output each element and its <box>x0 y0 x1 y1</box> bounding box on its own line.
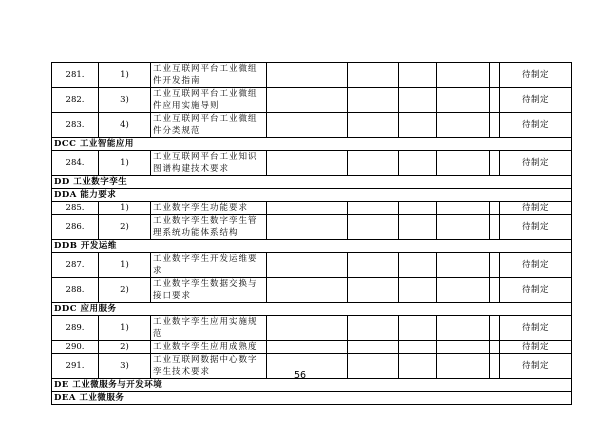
sequence-number: 2) <box>99 278 151 303</box>
sequence-number: 2) <box>99 215 151 240</box>
standard-name: 工业互联网平台工业微组件开发指南 <box>151 63 267 88</box>
empty-cell <box>348 278 399 303</box>
empty-cell <box>490 151 500 176</box>
empty-cell <box>267 253 348 278</box>
empty-cell <box>399 215 437 240</box>
empty-cell <box>267 202 348 215</box>
empty-cell <box>348 63 399 88</box>
empty-cell <box>490 278 500 303</box>
row-number: 289. <box>52 316 99 341</box>
status-cell: 待制定 <box>500 113 572 138</box>
status-cell: 待制定 <box>500 253 572 278</box>
empty-cell <box>490 341 500 354</box>
standard-name: 工业互联网数据中心数字孪生技术要求 <box>151 354 267 379</box>
empty-cell <box>437 63 490 88</box>
table-row <box>52 215 572 240</box>
status-cell: 待制定 <box>500 63 572 88</box>
empty-cell <box>348 202 399 215</box>
category-label: DDA 能力要求 <box>52 189 572 202</box>
category-row <box>52 240 572 253</box>
table-row <box>52 113 572 138</box>
empty-cell <box>399 253 437 278</box>
row-number: 284. <box>52 151 99 176</box>
empty-cell <box>399 88 437 113</box>
category-label: DD 工业数字孪生 <box>52 176 572 189</box>
status-cell: 待制定 <box>500 354 572 379</box>
empty-cell <box>267 63 348 88</box>
row-number: 291. <box>52 354 99 379</box>
row-number: 281. <box>52 63 99 88</box>
category-row <box>52 303 572 316</box>
empty-cell <box>348 316 399 341</box>
empty-cell <box>437 341 490 354</box>
row-number: 288. <box>52 278 99 303</box>
sequence-number: 3) <box>99 354 151 379</box>
standard-name: 工业数字孪生开发运维要求 <box>151 253 267 278</box>
sequence-number: 1) <box>99 63 151 88</box>
table-row <box>52 316 572 341</box>
empty-cell <box>267 278 348 303</box>
sequence-number: 3) <box>99 88 151 113</box>
row-number: 287. <box>52 253 99 278</box>
empty-cell <box>437 88 490 113</box>
empty-cell <box>437 202 490 215</box>
sequence-number: 1) <box>99 253 151 278</box>
empty-cell <box>437 151 490 176</box>
sequence-number: 2) <box>99 341 151 354</box>
status-cell: 待制定 <box>500 202 572 215</box>
empty-cell <box>348 215 399 240</box>
row-number: 290. <box>52 341 99 354</box>
empty-cell <box>399 341 437 354</box>
empty-cell <box>437 113 490 138</box>
category-label: DCC 工业智能应用 <box>52 138 572 151</box>
empty-cell <box>348 113 399 138</box>
row-number: 285. <box>52 202 99 215</box>
empty-cell <box>437 316 490 341</box>
empty-cell <box>437 215 490 240</box>
sequence-number: 4) <box>99 113 151 138</box>
empty-cell <box>490 215 500 240</box>
page-number: 56 <box>293 370 307 381</box>
empty-cell <box>399 113 437 138</box>
empty-cell <box>399 316 437 341</box>
table-row <box>52 341 572 354</box>
empty-cell <box>348 253 399 278</box>
category-row <box>52 138 572 151</box>
row-number: 282. <box>52 88 99 113</box>
standard-name: 工业数字孪生应用成熟度 <box>151 341 267 354</box>
table-row <box>52 63 572 88</box>
row-number: 283. <box>52 113 99 138</box>
row-number: 286. <box>52 215 99 240</box>
empty-cell <box>267 88 348 113</box>
table-row <box>52 151 572 176</box>
sequence-number: 1) <box>99 202 151 215</box>
empty-cell <box>399 63 437 88</box>
category-label: DDC 应用服务 <box>52 303 572 316</box>
empty-cell <box>437 253 490 278</box>
empty-cell <box>267 151 348 176</box>
status-cell: 待制定 <box>500 316 572 341</box>
empty-cell <box>267 113 348 138</box>
empty-cell <box>267 316 348 341</box>
empty-cell <box>399 151 437 176</box>
status-cell: 待制定 <box>500 215 572 240</box>
empty-cell <box>490 113 500 138</box>
sequence-number: 1) <box>99 151 151 176</box>
empty-cell <box>348 151 399 176</box>
empty-cell <box>348 88 399 113</box>
category-row <box>52 392 572 405</box>
empty-cell <box>348 341 399 354</box>
standard-name: 工业数字孪生数据交换与接口要求 <box>151 278 267 303</box>
table-row <box>52 88 572 113</box>
status-cell: 待制定 <box>500 341 572 354</box>
empty-cell <box>490 88 500 113</box>
standard-name: 工业数字孪生数字孪生管理系统功能体系结构 <box>151 215 267 240</box>
empty-cell <box>490 316 500 341</box>
empty-cell <box>490 253 500 278</box>
empty-cell <box>267 215 348 240</box>
empty-cell <box>267 341 348 354</box>
category-label: DEA 工业微服务 <box>52 392 572 405</box>
category-row <box>52 176 572 189</box>
category-label: DE 工业微服务与开发环境 <box>52 379 572 392</box>
empty-cell <box>399 202 437 215</box>
empty-cell <box>437 278 490 303</box>
empty-cell <box>490 63 500 88</box>
standard-name: 工业互联网平台工业知识图谱构建技术要求 <box>151 151 267 176</box>
standard-name: 工业互联网平台工业微组件应用实施导则 <box>151 88 267 113</box>
status-cell: 待制定 <box>500 278 572 303</box>
standard-name: 工业数字孪生应用实施规范 <box>151 316 267 341</box>
empty-cell <box>490 202 500 215</box>
table-body <box>52 63 572 405</box>
table-row <box>52 253 572 278</box>
category-label: DDB 开发运维 <box>52 240 572 253</box>
table-row <box>52 202 572 215</box>
sequence-number: 1) <box>99 316 151 341</box>
standards-table <box>51 62 572 405</box>
empty-cell <box>399 278 437 303</box>
standard-name: 工业互联网平台工业微组件分类规范 <box>151 113 267 138</box>
category-row <box>52 189 572 202</box>
table-row <box>52 278 572 303</box>
standard-name: 工业数字孪生功能要求 <box>151 202 267 215</box>
status-cell: 待制定 <box>500 88 572 113</box>
status-cell: 待制定 <box>500 151 572 176</box>
